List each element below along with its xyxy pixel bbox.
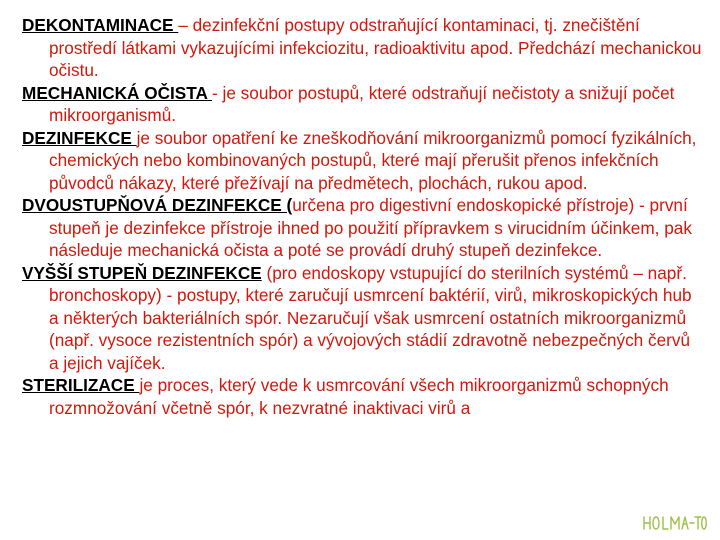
definition-text-vyssi-stupen-dezinfekce: (pro endoskopy vstupující do sterilních systémů – např. bronchoskopy) - postupy, které zaručují usmrcení baktérií, virů, mikroskopických hub a některých bakteriálních spór. Nezaručují však usmrcení ostatních mikroorganizmů (např. vysoce rezistentních spór) a vývojových stádií zdravotně nebezpečných červů a jejich vajíček.	[49, 262, 692, 373]
definition-dezinfekce	[22, 127, 702, 195]
term-dekontaminace: DEKONTAMINACE	[22, 15, 179, 35]
watermark-logo	[642, 512, 708, 534]
definition-mechanicka-ocista	[22, 82, 702, 127]
definition-sterilizace	[22, 374, 702, 419]
definition-text-dvoustupnova-dezinfekce: určena pro digestivní endoskopické přístroje) - první stupeň je dezinfekce přístroje ihned po použití přípravkem s virucidním účinkem, pak následuje mechanická očista a poté se provádí druhý stupeň dezinfekce.	[49, 195, 692, 260]
document-body	[22, 14, 702, 419]
term-dezinfekce: DEZINFEKCE	[22, 127, 137, 148]
definition-text-mechanicka-ocista: - je soubor postupů, které odstraňují nečistoty a snižují počet mikroorganismů.	[49, 82, 675, 125]
term-dvoustupnova-dezinfekce: DVOUSTUPŇOVÁ DEZINFEKCE (	[22, 195, 293, 215]
definition-text-dezinfekce: je soubor opatření ke zneškodňování mikroorganizmů pomocí fyzikálních, chemických nebo kombinovaných postupů, které mají přerušit přenos infekčních původců nákazy, které přežívají na předmětech, plochách, rukou apod.	[49, 127, 697, 193]
term-mechanicka-ocista: MECHANICKÁ OČISTA	[22, 82, 213, 103]
term-vyssi-stupen-dezinfekce: VYŠŠÍ STUPEŇ DEZINFEKCE	[22, 262, 262, 283]
definition-text-dekontaminace: – dezinfekční postupy odstraňující kontaminaci, tj. znečištění prostředí látkami vykazujícími infekciozitu, radioaktivitu apod. Předchází mechanickou očistu.	[49, 15, 702, 80]
definition-dekontaminace	[22, 14, 702, 82]
term-sterilizace: STERILIZACE	[22, 375, 140, 395]
definition-vyssi-stupen-dezinfekce	[22, 262, 702, 375]
definition-text-sterilizace: je proces, který vede k usmrcování všech mikroorganizmů schopných rozmnožování včetně spór, k nezvratné inaktivaci virů a	[49, 375, 669, 418]
definition-dvoustupnova-dezinfekce	[22, 194, 702, 262]
